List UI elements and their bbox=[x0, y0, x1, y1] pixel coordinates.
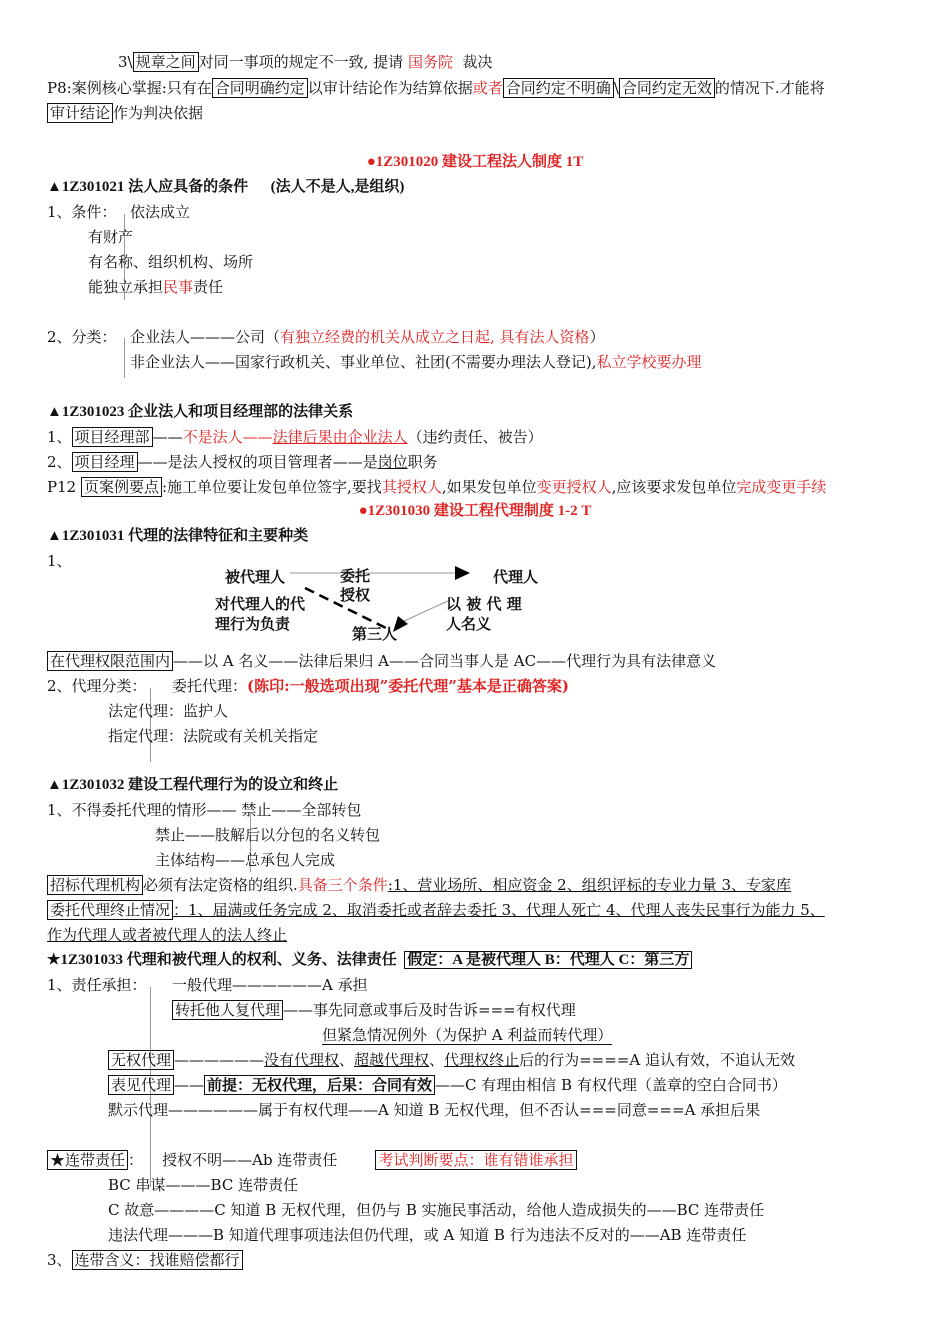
resp-sub-agency: 转托他人复代理 ——事先同意或事后及时告诉===有权代理 bbox=[172, 998, 576, 1023]
heading-1z301023: ▲1Z301023 企业法人和项目经理部的法律关系 bbox=[47, 404, 354, 420]
classification-lead: 2、分类： bbox=[47, 328, 117, 346]
no-entrust-2: 禁止——肢解后以分包的名义转包 bbox=[155, 826, 381, 844]
condition-4: 能独立承担民事责任 bbox=[88, 278, 224, 296]
conditions-lead: 1、条件： bbox=[47, 203, 117, 221]
no-entrust-3: 主体结构——总承包人完成 bbox=[155, 851, 336, 869]
section-title-legal-person: ●1Z301020 建设工程法人制度 1T bbox=[366, 154, 584, 170]
agency-type-2: 法定代理：监护人 bbox=[108, 702, 229, 720]
classification-2: 非企业法人——国家行政机关、事业单位、社团(不需要办理法人登记),私立学校要办理 bbox=[130, 353, 702, 371]
agency-type-lead: 2、代理分类： bbox=[47, 677, 147, 695]
section-title-agency: ●1Z301030 建设工程代理制度 1-2 T bbox=[358, 503, 592, 519]
heading-1z301021: ▲1Z301021 法人应具备的条件 (法人不是人,是组织) bbox=[47, 179, 405, 195]
diagram-agent: 代理人 bbox=[493, 568, 539, 586]
pm-line-1: 1、 项目经理部 ——不是法人——法律后果由企业法人（违约责任、被告） bbox=[47, 428, 543, 446]
classification-brace bbox=[124, 338, 125, 378]
resp-apparent: 表见代理 —— 前提：无权代理，后果：合同有效 ——C 有理由相信 B 有权代理（盖章的空白合同书） bbox=[108, 1073, 787, 1098]
rule-conflict-line: 3\ 规章之间 对同一事项的规定不一致, 提请 国务院 裁决 bbox=[118, 53, 493, 71]
condition-1: 依法成立 bbox=[130, 203, 191, 221]
joint-liability-line: ★连带责任 ： 授权不明——Ab 连带责任 考试判断要点：谁有错谁承担 bbox=[47, 1148, 577, 1173]
item-one-marker: 1、 bbox=[47, 552, 72, 570]
exam-key-point-box: 考试判断要点：谁有错谁承担 bbox=[375, 1150, 576, 1170]
no-entrust-line: 1、不得委托代理的情形—— 禁止——全部转包 bbox=[47, 801, 362, 819]
responsibility-lead: 1、责任承担： bbox=[47, 976, 147, 994]
heading-1z301032: ▲1Z301032 建设工程代理行为的设立和终止 bbox=[47, 777, 339, 793]
resp-emergency-exception: 但紧急情况例外（为保护 A 利益而转代理） bbox=[322, 1026, 613, 1044]
condition-2: 有财产 bbox=[88, 228, 134, 246]
assumption-box: 假定：A 是被代理人 B：代理人 C：第三方 bbox=[404, 951, 692, 969]
p12-line: P12 页案例要点 :施工单位要让发包单位签字,要找其授权人,如果发包单位变更授权人,应该要求发包单位完成变更手续 bbox=[47, 478, 827, 496]
scope-line: 在代理权限范围内 ——以 A 名义——法律后果归 A——合同当事人是 AC——代理行为具有法律意义 bbox=[47, 649, 716, 674]
joint-meaning-line: 3、 连带含义：找谁赔偿都行 bbox=[47, 1248, 243, 1273]
rule-box: 规章之间 bbox=[133, 52, 199, 72]
p8-line-2: 审计结论 作为判决依据 bbox=[47, 101, 203, 126]
resp-implied: 默示代理——————属于有权代理——A 知道 B 无权代理，但不否认===同意===A 承担后果 bbox=[108, 1101, 761, 1119]
resp-unauthorized: 无权代理 ——————没有代理权、超越代理权、代理权终止后的行为====A 追认有效，不追认无效 bbox=[108, 1048, 795, 1073]
agency-type-3: 指定代理：法院或有关机关指定 bbox=[108, 727, 319, 745]
classification-1: 企业法人———公司（有独立经费的机关从成立之日起, 具有法人资格） bbox=[130, 328, 605, 346]
condition-3: 有名称、组织机构、场所 bbox=[88, 253, 254, 271]
third-party-arrow-line bbox=[402, 600, 450, 622]
diagram-resp-2: 理行为负责 bbox=[215, 615, 291, 633]
diagram-authorize: 授权 bbox=[340, 586, 371, 604]
heading-1z301031: ▲1Z301031 代理的法律特征和主要种类 bbox=[47, 528, 309, 544]
diagram-principal: 被代理人 bbox=[225, 568, 286, 586]
pm-line-2: 2、 项目经理 ——是法人授权的项目管理者——是岗位职务 bbox=[47, 453, 438, 471]
entrust-arrow-head bbox=[455, 566, 470, 580]
p8-line: P8:案例核心掌握:只有在 合同明确约定 以审计结论作为结算依据或者 合同约定不明确 \ 合同约定无效 的情况下.才能将 bbox=[47, 79, 825, 97]
joint-2: BC 串谋———BC 连带责任 bbox=[108, 1176, 299, 1194]
heading-1z301033: ★1Z301033 代理和被代理人的权利、义务、法律责任 假定：A 是被代理人 B：代理人 C：第三方 bbox=[47, 948, 692, 973]
termination-line-2: 作为代理人或者被代理人的法人终止 bbox=[47, 926, 288, 944]
termination-line: 委托代理终止情况 ：1、届满或任务完成 2、取消委托或者辞去委托 3、代理人死亡 4、代理人丧失民事行为能力 5、 bbox=[47, 898, 825, 923]
resp-general-agency: 一般代理——————A 承担 bbox=[172, 976, 368, 994]
joint-3: C 故意————C 知道 B 无权代理，但仍与 B 实施民事活动，给他人造成损失的——BC 连带责任 bbox=[108, 1201, 765, 1219]
diagram-name-2: 人名义 bbox=[446, 615, 492, 633]
diagram-name-1: 以 被 代 理 bbox=[446, 595, 522, 613]
diagram-third-party: 第三人 bbox=[352, 625, 398, 643]
agency-type-1: 委托代理：(陈印:一般选项出现”委托代理”基本是正确答案) bbox=[172, 677, 570, 695]
joint-4: 违法代理———B 知道代理事项违法但仍代理，或 A 知道 B 行为违法不反对的——AB 连带责任 bbox=[108, 1226, 747, 1244]
state-council: 国务院 bbox=[407, 53, 453, 71]
diagram-resp-1: 对代理人的代 bbox=[215, 595, 306, 613]
bid-agency-line: 招标代理机构 必须有法定资格的组织.具备三个条件:1、营业场所、相应资金 2、组织评标的专业力量 3、专家库 bbox=[47, 873, 791, 898]
diagram-entrust: 委托 bbox=[340, 567, 371, 585]
